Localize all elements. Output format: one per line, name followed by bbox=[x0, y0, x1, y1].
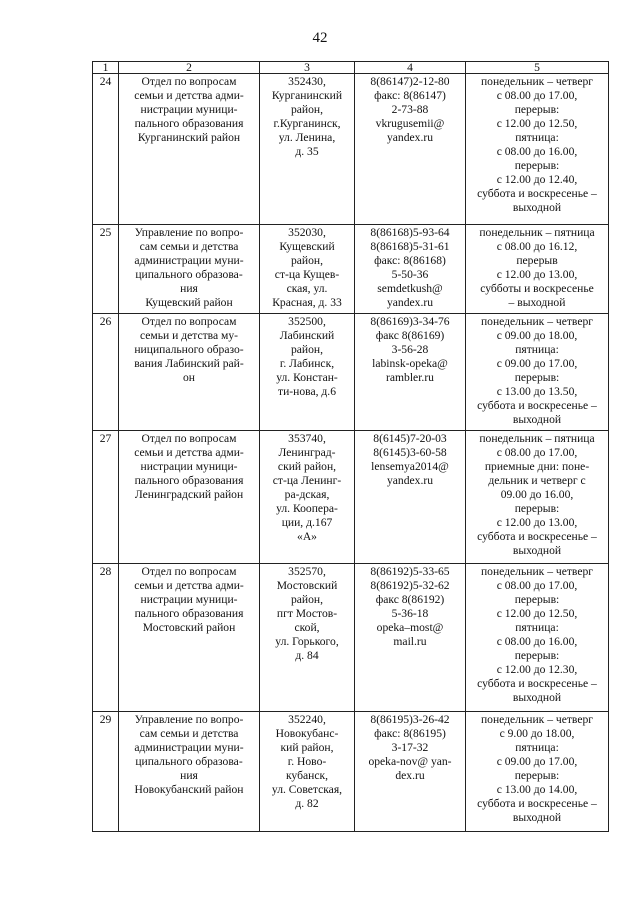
address-line: ст-ца Кущев- bbox=[274, 268, 340, 281]
address-line: район, bbox=[290, 103, 324, 116]
organization-cell bbox=[119, 712, 260, 832]
contacts-cell bbox=[355, 225, 466, 314]
row-number: 28 bbox=[93, 564, 119, 712]
address-line: 352030, bbox=[288, 226, 326, 239]
column-number-row bbox=[93, 62, 609, 74]
contacts-line: dex.ru bbox=[395, 769, 425, 782]
address-line: кий район, bbox=[280, 741, 334, 754]
organization-cell bbox=[119, 314, 260, 431]
contacts-line: opeka–most@ bbox=[376, 621, 444, 634]
schedule-cell bbox=[466, 712, 609, 832]
address-line: ст-ца Ленинг- bbox=[272, 474, 342, 487]
organization-line: сам семьи и детства bbox=[139, 727, 239, 740]
schedule-line: суббота и воскресенье – bbox=[477, 797, 597, 810]
schedule-line: перерыв: bbox=[514, 649, 560, 662]
schedule-line: суббота и воскресенье – bbox=[477, 399, 597, 412]
address-line: г. Ново- bbox=[287, 755, 327, 768]
schedule-line: понедельник – четверг bbox=[480, 315, 594, 328]
schedule-cell bbox=[466, 225, 609, 314]
schedule-line: с 12.00 до 13.00, bbox=[496, 268, 578, 281]
schedule-line: понедельник – четверг bbox=[480, 565, 594, 578]
organization-line: семьи и детства адми- bbox=[134, 579, 244, 592]
address-line: д. 84 bbox=[295, 649, 319, 662]
address-cell bbox=[260, 314, 355, 431]
organization-line: Отдел по вопросам bbox=[141, 565, 237, 578]
contacts-cell bbox=[355, 314, 466, 431]
schedule-line: с 08.00 до 17.00, bbox=[496, 579, 578, 592]
schedule-line: субботы и воскресенье bbox=[480, 282, 594, 295]
address-line: г.Курганинск, bbox=[273, 117, 341, 130]
contacts-line: 8(86192)5-33-65 bbox=[370, 565, 450, 578]
organization-line: Кущевский район bbox=[145, 296, 233, 309]
schedule-line: дельник и четверг с bbox=[488, 474, 586, 487]
contacts-cell bbox=[355, 74, 466, 225]
organization-line: администрации муни- bbox=[134, 741, 244, 754]
schedule-line: суббота и воскресенье – bbox=[477, 530, 597, 543]
contacts-line: 8(86169)3-34-76 bbox=[370, 315, 450, 328]
organization-cell bbox=[119, 564, 260, 712]
contacts-cell bbox=[355, 564, 466, 712]
organization-line: Отдел по вопросам bbox=[141, 432, 237, 445]
schedule-line: с 09.00 до 17.00, bbox=[496, 755, 578, 768]
organization-line: Мостовский район bbox=[142, 621, 236, 634]
schedule-line: выходной bbox=[512, 201, 562, 214]
address-line: ра-дская, bbox=[284, 488, 330, 501]
contacts-line: 8(86168)5-93-64 bbox=[370, 226, 450, 239]
contacts-line: факс 8(86192) bbox=[375, 593, 445, 606]
schedule-line: перерыв: bbox=[514, 769, 560, 782]
organization-line: Управление по вопро- bbox=[134, 713, 244, 726]
organization-line: нистрации муници- bbox=[140, 103, 238, 116]
schedule-line: перерыв: bbox=[514, 502, 560, 515]
organization-line: он bbox=[182, 371, 195, 384]
contacts-line: vkrugusemii@ bbox=[375, 117, 445, 130]
address-line: д. 35 bbox=[295, 145, 319, 158]
contacts-line: 5-50-36 bbox=[391, 268, 429, 281]
organization-line: пального образования bbox=[134, 607, 244, 620]
address-line: ул. Коопера- bbox=[276, 502, 338, 515]
schedule-line: выходной bbox=[512, 811, 562, 824]
organization-line: ния bbox=[180, 282, 198, 295]
organization-line: Новокубанский район bbox=[134, 783, 244, 796]
address-line: ская, ул. bbox=[286, 282, 328, 295]
contacts-line: yandex.ru bbox=[386, 131, 434, 144]
schedule-line: приемные дни: поне- bbox=[484, 460, 590, 473]
schedule-line: с 9.00 до 18.00, bbox=[499, 727, 575, 740]
schedule-line: понедельник – пятница bbox=[479, 432, 595, 445]
address-line: ский район, bbox=[277, 460, 337, 473]
schedule-line: перерыв bbox=[516, 254, 558, 267]
organization-line: пального образования bbox=[134, 117, 244, 130]
address-line: 352240, bbox=[288, 713, 326, 726]
organization-line: ципального образова- bbox=[135, 268, 243, 281]
contacts-cell bbox=[355, 431, 466, 564]
schedule-cell bbox=[466, 431, 609, 564]
schedule-line: с 13.00 до 14.00, bbox=[496, 783, 578, 796]
organization-line: пального образования bbox=[134, 474, 244, 487]
page-number: 42 bbox=[312, 30, 328, 46]
schedule-line: с 12.00 до 12.40, bbox=[496, 173, 578, 186]
schedule-line: с 12.00 до 12.50, bbox=[496, 117, 578, 130]
organization-line: администрации муни- bbox=[134, 254, 244, 267]
schedule-line: пятница: bbox=[515, 621, 559, 634]
address-line: 352500, bbox=[288, 315, 326, 328]
contacts-line: semdetkush@ bbox=[377, 282, 443, 295]
organization-line: семьи и детства адми- bbox=[134, 446, 244, 459]
address-line: г. Лабинск, bbox=[279, 357, 335, 370]
column-number-3: 3 bbox=[260, 62, 355, 74]
schedule-line: выходной bbox=[512, 413, 562, 426]
contacts-cell bbox=[355, 712, 466, 832]
schedule-line: понедельник – четверг bbox=[480, 75, 594, 88]
table-row bbox=[93, 74, 609, 225]
schedule-line: суббота и воскресенье – bbox=[477, 677, 597, 690]
address-line: Ленинград- bbox=[278, 446, 336, 459]
organization-line: Управление по вопро- bbox=[134, 226, 244, 239]
contacts-line: 8(86147)2-12-80 bbox=[370, 75, 450, 88]
row-number: 25 bbox=[93, 225, 119, 314]
schedule-line: с 09.00 до 18.00, bbox=[496, 329, 578, 342]
schedule-line: 09.00 до 16.00, bbox=[500, 488, 574, 501]
contacts-line: 2-73-88 bbox=[391, 103, 429, 116]
address-line: ул. Горького, bbox=[275, 635, 339, 648]
address-line: «А» bbox=[297, 530, 317, 543]
organization-line: семьи и детства адми- bbox=[134, 89, 244, 102]
organization-line: вания Лабинский рай- bbox=[134, 357, 244, 370]
table-row bbox=[93, 314, 609, 431]
organization-line: ния bbox=[180, 769, 198, 782]
address-line: Курганинский bbox=[271, 89, 343, 102]
address-line: 353740, bbox=[288, 432, 326, 445]
organization-cell bbox=[119, 225, 260, 314]
organization-line: Отдел по вопросам bbox=[141, 315, 237, 328]
schedule-line: понедельник – пятница bbox=[479, 226, 595, 239]
schedule-cell bbox=[466, 314, 609, 431]
row-number: 29 bbox=[93, 712, 119, 832]
schedule-line: с 12.00 до 13.00, bbox=[496, 516, 578, 529]
contacts-line: labinsk-opeka@ bbox=[372, 357, 448, 370]
table-row bbox=[93, 225, 609, 314]
schedule-line: – выходной bbox=[508, 296, 566, 309]
contacts-line: 8(6145)7-20-03 bbox=[373, 432, 447, 445]
address-cell bbox=[260, 431, 355, 564]
table-row bbox=[93, 712, 609, 832]
address-line: Кущевский bbox=[279, 240, 335, 253]
schedule-line: с 12.00 до 12.50, bbox=[496, 607, 578, 620]
address-line: Лабинский bbox=[279, 329, 335, 342]
contacts-line: 8(6145)3-60-58 bbox=[373, 446, 447, 459]
schedule-line: с 08.00 до 16.12, bbox=[496, 240, 578, 253]
organization-line: семьи и детства му- bbox=[139, 329, 239, 342]
schedule-line: выходной bbox=[512, 691, 562, 704]
contacts-line: opeka-nov@ yan- bbox=[368, 755, 452, 768]
address-line: 352430, bbox=[288, 75, 326, 88]
table-row bbox=[93, 564, 609, 712]
contacts-line: факс: 8(86168) bbox=[374, 254, 446, 267]
address-cell bbox=[260, 225, 355, 314]
schedule-line: с 13.00 до 13.50, bbox=[496, 385, 578, 398]
row-number: 26 bbox=[93, 314, 119, 431]
organizations-table bbox=[92, 61, 609, 832]
organization-line: сам семьи и детства bbox=[139, 240, 239, 253]
address-line: 352570, bbox=[288, 565, 326, 578]
contacts-line: 8(86192)5-32-62 bbox=[370, 579, 450, 592]
organization-line: Ленинградский район bbox=[134, 488, 244, 501]
schedule-line: перерыв: bbox=[514, 103, 560, 116]
address-cell bbox=[260, 564, 355, 712]
address-line: ской, bbox=[294, 621, 320, 634]
column-number-2: 2 bbox=[119, 62, 260, 74]
schedule-line: выходной bbox=[512, 544, 562, 557]
contacts-line: факс: 8(86195) bbox=[374, 727, 446, 740]
schedule-line: перерыв: bbox=[514, 371, 560, 384]
schedule-line: перерыв: bbox=[514, 159, 560, 172]
schedule-cell bbox=[466, 564, 609, 712]
schedule-line: перерыв: bbox=[514, 593, 560, 606]
schedule-line: с 08.00 до 17.00, bbox=[496, 446, 578, 459]
organization-cell bbox=[119, 74, 260, 225]
address-line: ции, д.167 bbox=[281, 516, 333, 529]
contacts-line: 3-56-28 bbox=[391, 343, 429, 356]
schedule-line: суббота и воскресенье – bbox=[477, 187, 597, 200]
column-number-4: 4 bbox=[355, 62, 466, 74]
table-row bbox=[93, 431, 609, 564]
schedule-line: пятница: bbox=[515, 741, 559, 754]
schedule-line: с 08.00 до 16.00, bbox=[496, 635, 578, 648]
address-line: Красная, д. 33 bbox=[272, 296, 342, 309]
address-line: Мостовский bbox=[276, 579, 338, 592]
organization-cell bbox=[119, 431, 260, 564]
address-cell bbox=[260, 74, 355, 225]
contacts-line: 3-17-32 bbox=[391, 741, 429, 754]
organization-line: нистрации муници- bbox=[140, 593, 238, 606]
address-line: д. 82 bbox=[295, 797, 319, 810]
schedule-line: с 12.00 до 12.30, bbox=[496, 663, 578, 676]
row-number: 24 bbox=[93, 74, 119, 225]
address-line: ти-нова, д.6 bbox=[278, 385, 336, 398]
address-line: ул. Советская, bbox=[271, 783, 343, 796]
organization-line: нистрации муници- bbox=[140, 460, 238, 473]
contacts-line: yandex.ru bbox=[386, 296, 434, 309]
address-line: ул. Ленина, bbox=[278, 131, 336, 144]
column-number-1: 1 bbox=[93, 62, 119, 74]
address-line: Новокубанс- bbox=[275, 727, 339, 740]
row-number: 27 bbox=[93, 431, 119, 564]
address-line: кубанск, bbox=[285, 769, 329, 782]
schedule-line: с 09.00 до 17.00, bbox=[496, 357, 578, 370]
address-line: пгт Мостов- bbox=[276, 607, 338, 620]
schedule-line: с 08.00 до 16.00, bbox=[496, 145, 578, 158]
address-line: район, bbox=[290, 254, 324, 267]
contacts-line: mail.ru bbox=[393, 635, 427, 648]
column-number-5: 5 bbox=[466, 62, 609, 74]
address-cell bbox=[260, 712, 355, 832]
contacts-line: rambler.ru bbox=[386, 371, 434, 384]
schedule-cell bbox=[466, 74, 609, 225]
contacts-line: lensemya2014@ bbox=[371, 460, 449, 473]
contacts-line: yandex.ru bbox=[386, 474, 434, 487]
contacts-line: 8(86195)3-26-42 bbox=[370, 713, 450, 726]
schedule-line: пятница: bbox=[515, 343, 559, 356]
organization-line: Отдел по вопросам bbox=[141, 75, 237, 88]
contacts-line: 8(86168)5-31-61 bbox=[370, 240, 450, 253]
contacts-line: 5-36-18 bbox=[391, 607, 429, 620]
contacts-line: факс 8(86169) bbox=[375, 329, 445, 342]
address-line: ул. Констан- bbox=[276, 371, 338, 384]
organization-line: ниципального образо- bbox=[134, 343, 244, 356]
organization-line: Курганинский район bbox=[137, 131, 241, 144]
schedule-line: с 08.00 до 17.00, bbox=[496, 89, 578, 102]
address-line: район, bbox=[290, 343, 324, 356]
contacts-line: факс: 8(86147) bbox=[374, 89, 446, 102]
schedule-line: пятница: bbox=[515, 131, 559, 144]
organization-line: ципального образова- bbox=[135, 755, 243, 768]
table-body bbox=[93, 62, 609, 832]
address-line: район, bbox=[290, 593, 324, 606]
schedule-line: понедельник – четверг bbox=[480, 713, 594, 726]
